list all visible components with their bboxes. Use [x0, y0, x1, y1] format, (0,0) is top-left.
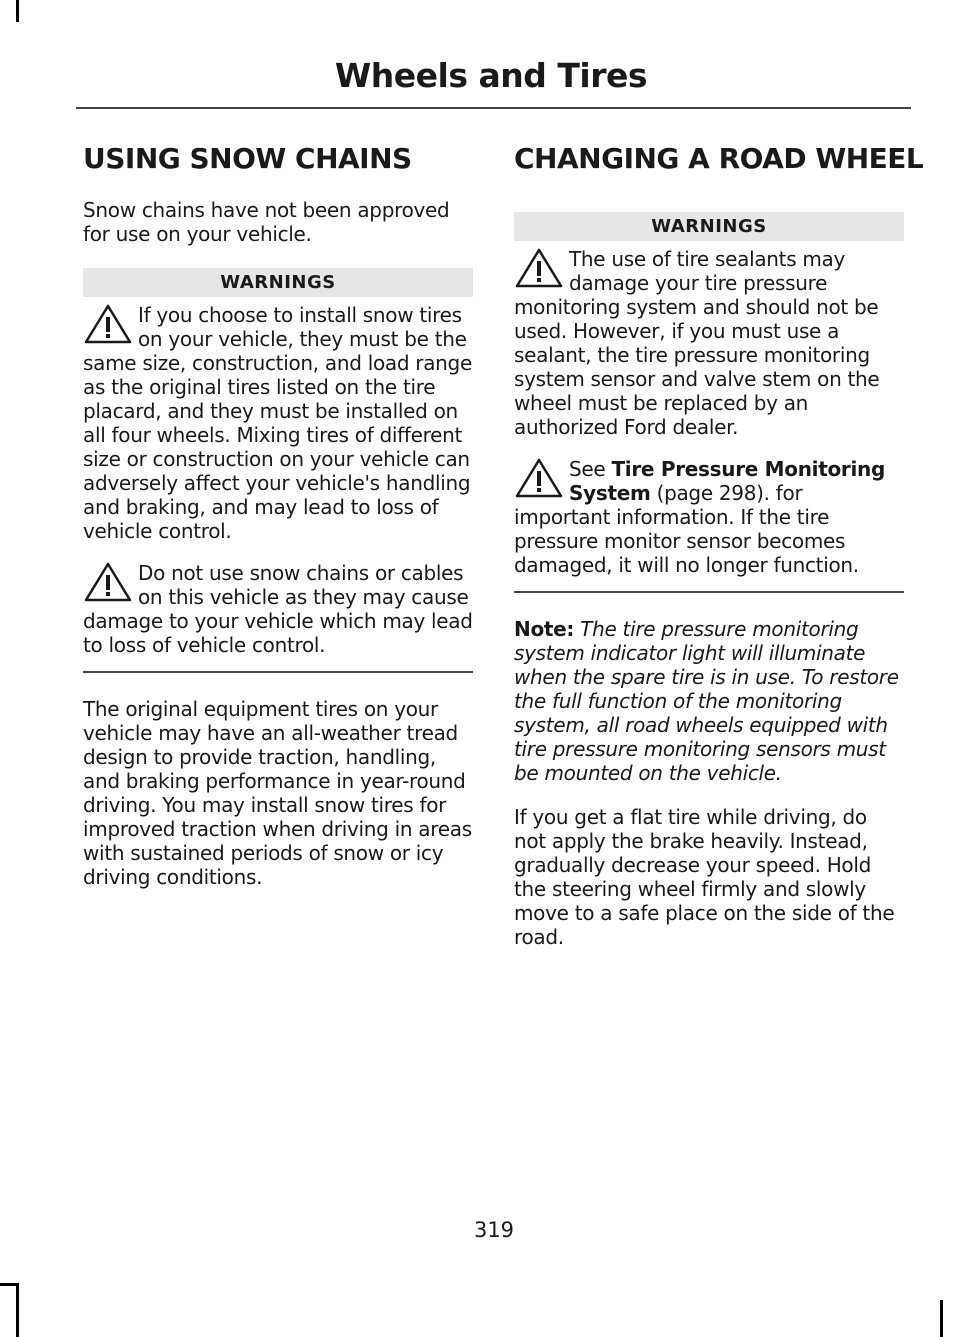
crop-mark-bottom-right-v: [940, 1300, 943, 1337]
warning-triangle-icon: [83, 303, 133, 345]
body-paragraph: The original equipment tires on your vehicle may have an all-weather tread design to provide traction, handling, and braking performance in year-round driving. You may install snow tires for improved traction when driving in areas with sustained periods of snow or icy driving conditions.: [83, 696, 472, 889]
warnings-header: WARNINGS: [514, 212, 904, 241]
note-paragraph: [514, 617, 904, 785]
warning-triangle-icon: [514, 457, 564, 499]
warning-text-prefix: See: [569, 456, 612, 481]
crop-mark-bottom-left-h: [0, 1283, 18, 1286]
warning-triangle-icon: [514, 247, 564, 289]
warning-text: The use of tire sealants may damage your tire pressure monitoring system and should not be used. However, if you must use a sealant, the tire pressure monitoring system sensor and valve stem on the wheel must be replaced by an authorized Ford dealer.: [514, 246, 880, 439]
section-title-changing-wheel: CHANGING A ROAD WHEEL: [514, 142, 924, 175]
warning-triangle-icon: [83, 561, 133, 603]
page-number: 319: [473, 1218, 515, 1242]
header-divider: [76, 107, 911, 109]
note-text: The tire pressure monitoring system indicator light will illuminate when the spare tire is in use. To restore the full function of the monitoring system, all road wheels equipped with tire pressure monitoring sensors must be mounted on the vehicle.: [514, 616, 899, 785]
intro-paragraph: Snow chains have not been approved for use on your vehicle.: [83, 197, 450, 246]
crop-mark-bottom-left-v: [16, 1283, 19, 1337]
warning-item: [83, 303, 473, 543]
section-title-snow-chains: USING SNOW CHAINS: [83, 142, 412, 175]
warnings-end-divider: [83, 671, 473, 673]
warnings-header: WARNINGS: [83, 268, 473, 297]
page-header-title: Wheels and Tires: [334, 56, 647, 95]
note-label: Note:: [514, 616, 575, 641]
warning-text: Do not use snow chains or cables on this vehicle as they may cause damage to your vehicle which may lead to loss of vehicle control.: [83, 560, 473, 657]
warning-item: [514, 457, 904, 577]
warnings-end-divider: [514, 591, 904, 593]
body-paragraph: If you get a flat tire while driving, do not apply the brake heavily. Instead, gradually decrease your speed. Hold the steering wheel firmly and slowly move to a safe place on the side of the road.: [514, 804, 895, 949]
warning-item: [83, 561, 473, 657]
crop-mark-top-left-v: [16, 0, 19, 22]
warning-text: If you choose to install snow tires on your vehicle, they must be the same size, construction, and load range as the original tires listed on the tire placard, and they must be installed on all four wheels. Mixing tires of different size or construction on your vehicle can adversely affect your vehicle's handling and braking, and may lead to loss of vehicle control.: [83, 302, 472, 543]
right-column: [514, 142, 924, 969]
left-column: [83, 142, 473, 909]
warning-text-suffix: (page 298). for important information. If the tire pressure monitor sensor becomes damaged, it will no longer function.: [514, 480, 859, 577]
cross-reference-link[interactable]: Tire Pressure Monitoring System: [569, 456, 885, 505]
warning-item: [514, 247, 904, 439]
